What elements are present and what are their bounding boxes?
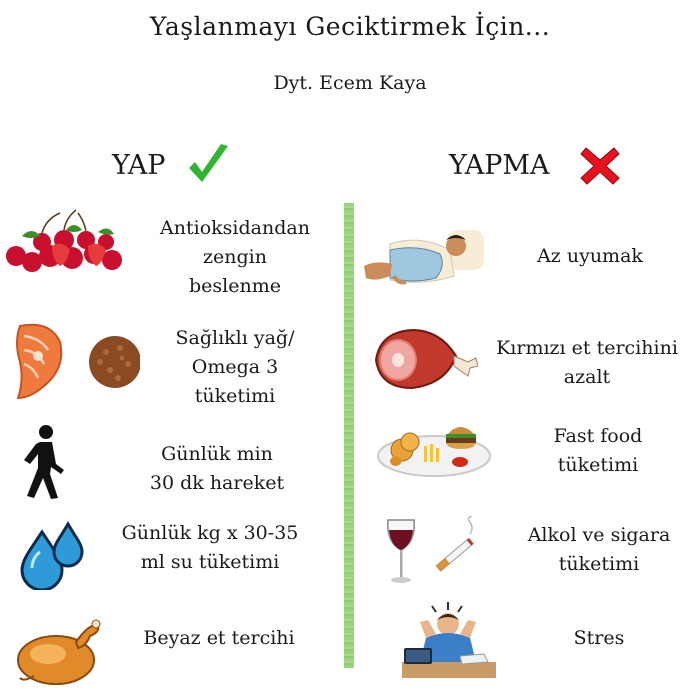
column-divider <box>344 203 354 668</box>
ham-leg-icon <box>370 326 478 392</box>
walking-person-icon <box>20 424 66 500</box>
dont-heading: YAPMA <box>449 150 550 181</box>
do-item-5-text: Beyaz et tercihi <box>143 627 295 649</box>
water-drops-icon <box>20 518 86 590</box>
fast-food-plate-icon <box>376 420 494 482</box>
salmon-flaxseed-icon <box>10 322 140 402</box>
cross-icon <box>578 144 622 188</box>
dont-item-5-text: Stres <box>573 627 625 649</box>
do-heading: YAP <box>112 150 166 181</box>
sleeping-person-icon <box>360 226 486 292</box>
check-icon <box>185 142 231 188</box>
dont-item-1-text: Az uyumak <box>537 245 643 267</box>
dont-item-4-text: Alkol ve sigara tüketimi <box>527 524 671 575</box>
dont-item-2-text: Kırmızı et tercihini azalt <box>496 337 678 388</box>
stressed-person-icon <box>396 598 500 684</box>
wine-cigarette-icon <box>384 516 484 588</box>
author-name: Dyt. Ecem Kaya <box>273 72 427 94</box>
do-item-3-text: Günlük min 30 dk hareket <box>149 443 285 494</box>
dont-item-3-text: Fast food tüketimi <box>553 425 643 476</box>
do-item-1-text: Antioksidandan zengin beslenme <box>160 217 310 297</box>
roast-chicken-icon <box>14 612 104 688</box>
do-item-2-text: Sağlıklı yağ/ Omega 3 tüketimi <box>175 327 295 407</box>
do-item-4-text: Günlük kg x 30-35 ml su tüketimi <box>121 522 299 573</box>
cherries-strawberries-icon <box>2 206 132 276</box>
page-title: Yaşlanmayı Geciktirmek İçin... <box>149 12 551 41</box>
